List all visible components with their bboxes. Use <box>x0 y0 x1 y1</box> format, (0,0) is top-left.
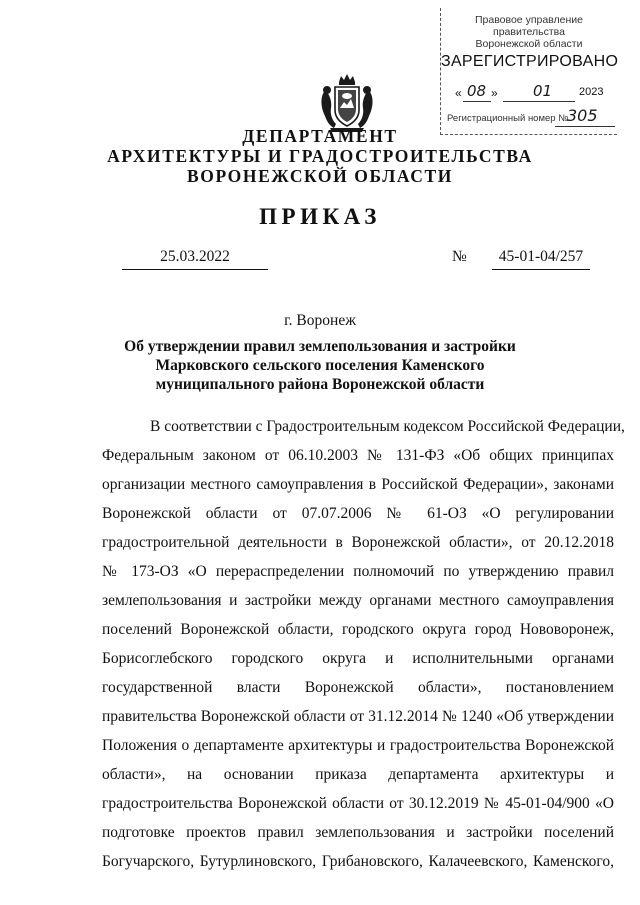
body-line: В соответствии с Градостроительным кодексом Российской Федерации, <box>150 418 625 435</box>
body-line: землепользования и застройки между органами местного самоуправления <box>102 592 614 609</box>
stamp-date-year: 2023 <box>579 86 604 98</box>
body-line: № 173-ОЗ «О перераспределении полномочий по утверждению правил <box>102 563 614 580</box>
body-line: Положения о департаменте архитектуры и градостроительства Воронежской <box>102 737 614 754</box>
stamp-org-line2: Воронежской области <box>475 38 583 50</box>
stamp-registered-label: ЗАРЕГИСТРИРОВАНО <box>441 53 619 70</box>
stamp-day-underline <box>463 101 491 102</box>
body-line: градостроительной деятельности в Воронежской области», от 20.12.2018 <box>102 534 614 551</box>
body-line: Федеральным законом от 06.10.2003 № 131-ФЗ «Об общих принципах <box>102 447 614 464</box>
coat-of-arms-icon <box>318 72 376 134</box>
body-line: организации местного самоуправления в Российской Федерации», законами <box>102 476 614 493</box>
body-line: области», на основании приказа департамента архитектуры и <box>102 766 614 783</box>
order-date-underline <box>122 269 268 270</box>
body-line: поселений Воронежской области, городского округа город Нововоронеж, <box>102 621 614 638</box>
stamp-date-quote-close: » <box>491 86 498 100</box>
department-header-line2: АРХИТЕКТУРЫ И ГРАДОСТРОИТЕЛЬСТВА <box>107 146 533 166</box>
document-title: ПРИКАЗ <box>259 204 381 229</box>
body-line: градостроительства Воронежской области от 30.12.2019 № 45-01-04/900 «О <box>102 795 614 812</box>
subject-line3: муниципального района Воронежской области <box>155 376 485 393</box>
order-number-sign: № <box>452 248 467 265</box>
body-line: государственной власти Воронежской области», постановлением <box>102 679 614 696</box>
subject-line1: Об утверждении правил землепользования и застройки <box>124 338 516 355</box>
stamp-number-label: Регистрационный номер № <box>447 113 569 124</box>
department-header-line1: ДЕПАРТАМЕНТ <box>242 126 398 146</box>
stamp-organization <box>441 14 617 50</box>
subject-line2: Марковского сельского поселения Каменского <box>155 357 485 374</box>
order-date: 25.03.2022 <box>160 248 230 265</box>
order-number: 45-01-04/257 <box>498 248 584 265</box>
stamp-date-quote-open: « <box>455 86 462 100</box>
city-line: г. Воронеж <box>284 312 356 329</box>
stamp-month-underline <box>503 101 575 102</box>
body-line: правительства Воронежской области от 31.12.2014 № 1240 «Об утверждении <box>102 708 614 725</box>
order-number-underline <box>492 269 590 270</box>
body-line: подготовке проектов правил землепользования и застройки поселений <box>102 824 614 841</box>
body-line: Борисоглебского городского округа и исполнительными органами <box>102 650 614 667</box>
body-line: Богучарского, Бутурлиновского, Грибановского, Калачеевского, Каменского, <box>102 853 614 870</box>
registration-stamp <box>440 8 617 135</box>
body-line: Воронежской области от 07.07.2006 № 61-ОЗ «О регулировании <box>102 505 614 522</box>
stamp-date-day: 08 <box>467 82 487 100</box>
stamp-date-month: 01 <box>533 82 553 100</box>
stamp-date <box>455 84 615 104</box>
stamp-org-line1: Правовое управление правительства <box>474 14 583 38</box>
department-header-line3: ВОРОНЕЖСКОЙ ОБЛАСТИ <box>186 166 453 186</box>
stamp-number-value: 305 <box>567 106 598 125</box>
